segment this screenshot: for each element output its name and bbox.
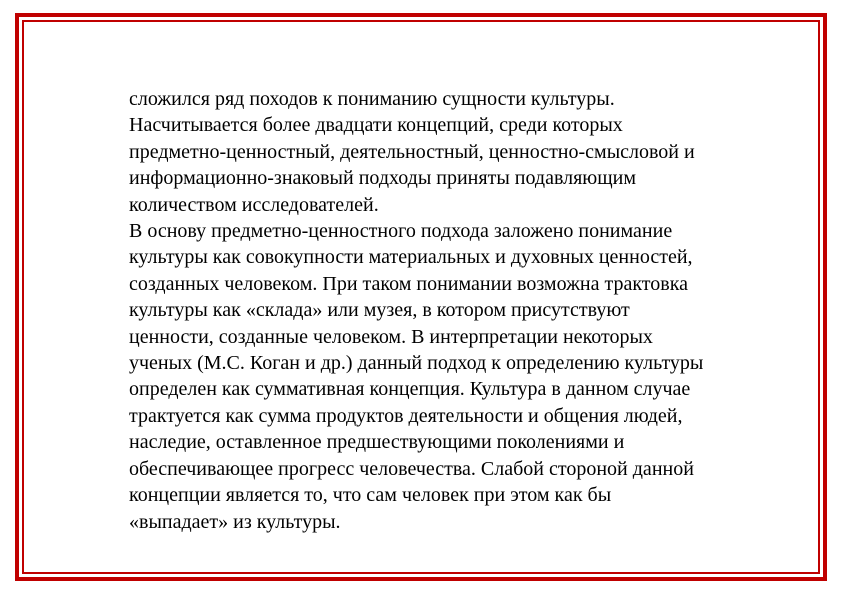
text-line: В основу предметно-ценностного подхода заложено понимание bbox=[129, 220, 673, 243]
text-line: предметно-ценностный, деятельностный, ценностно-смысловой и bbox=[129, 140, 695, 163]
text-line: Насчитывается более двадцати концепций, среди которых bbox=[129, 114, 623, 137]
text-line: ученых (М.С. Коган и др.) данный подход к определению культуры bbox=[129, 352, 704, 375]
text-line: количеством исследователей. bbox=[129, 193, 379, 216]
text-line: ценности, созданные человеком. В интерпретации некоторых bbox=[129, 325, 653, 348]
text-line: обеспечивающее прогресс человечества. Слабой стороной данной bbox=[129, 457, 694, 480]
text-line: культуры как «склада» или музея, в котором присутствуют bbox=[129, 299, 630, 322]
text-line: созданных человеком. При таком понимании возможна трактовка bbox=[129, 272, 689, 295]
text-line: сложился ряд походов к пониманию сущности культуры. bbox=[129, 88, 615, 110]
text-line: трактуется как сумма продуктов деятельности и общения людей, bbox=[129, 404, 683, 427]
text-line: концепции является то, что сам человек при этом как бы bbox=[129, 484, 612, 507]
text-line: информационно-знаковый подходы приняты подавляющим bbox=[129, 167, 637, 190]
text-line: наследие, оставленное предшествующими поколениями и bbox=[129, 431, 625, 454]
body-text bbox=[129, 86, 789, 535]
text-line: «выпадает» из культуры. bbox=[129, 510, 341, 533]
text-line: определен как суммативная концепция. Культура в данном случае bbox=[129, 378, 691, 401]
text-line: культуры как совокупности материальных и духовных ценностей, bbox=[129, 246, 693, 269]
